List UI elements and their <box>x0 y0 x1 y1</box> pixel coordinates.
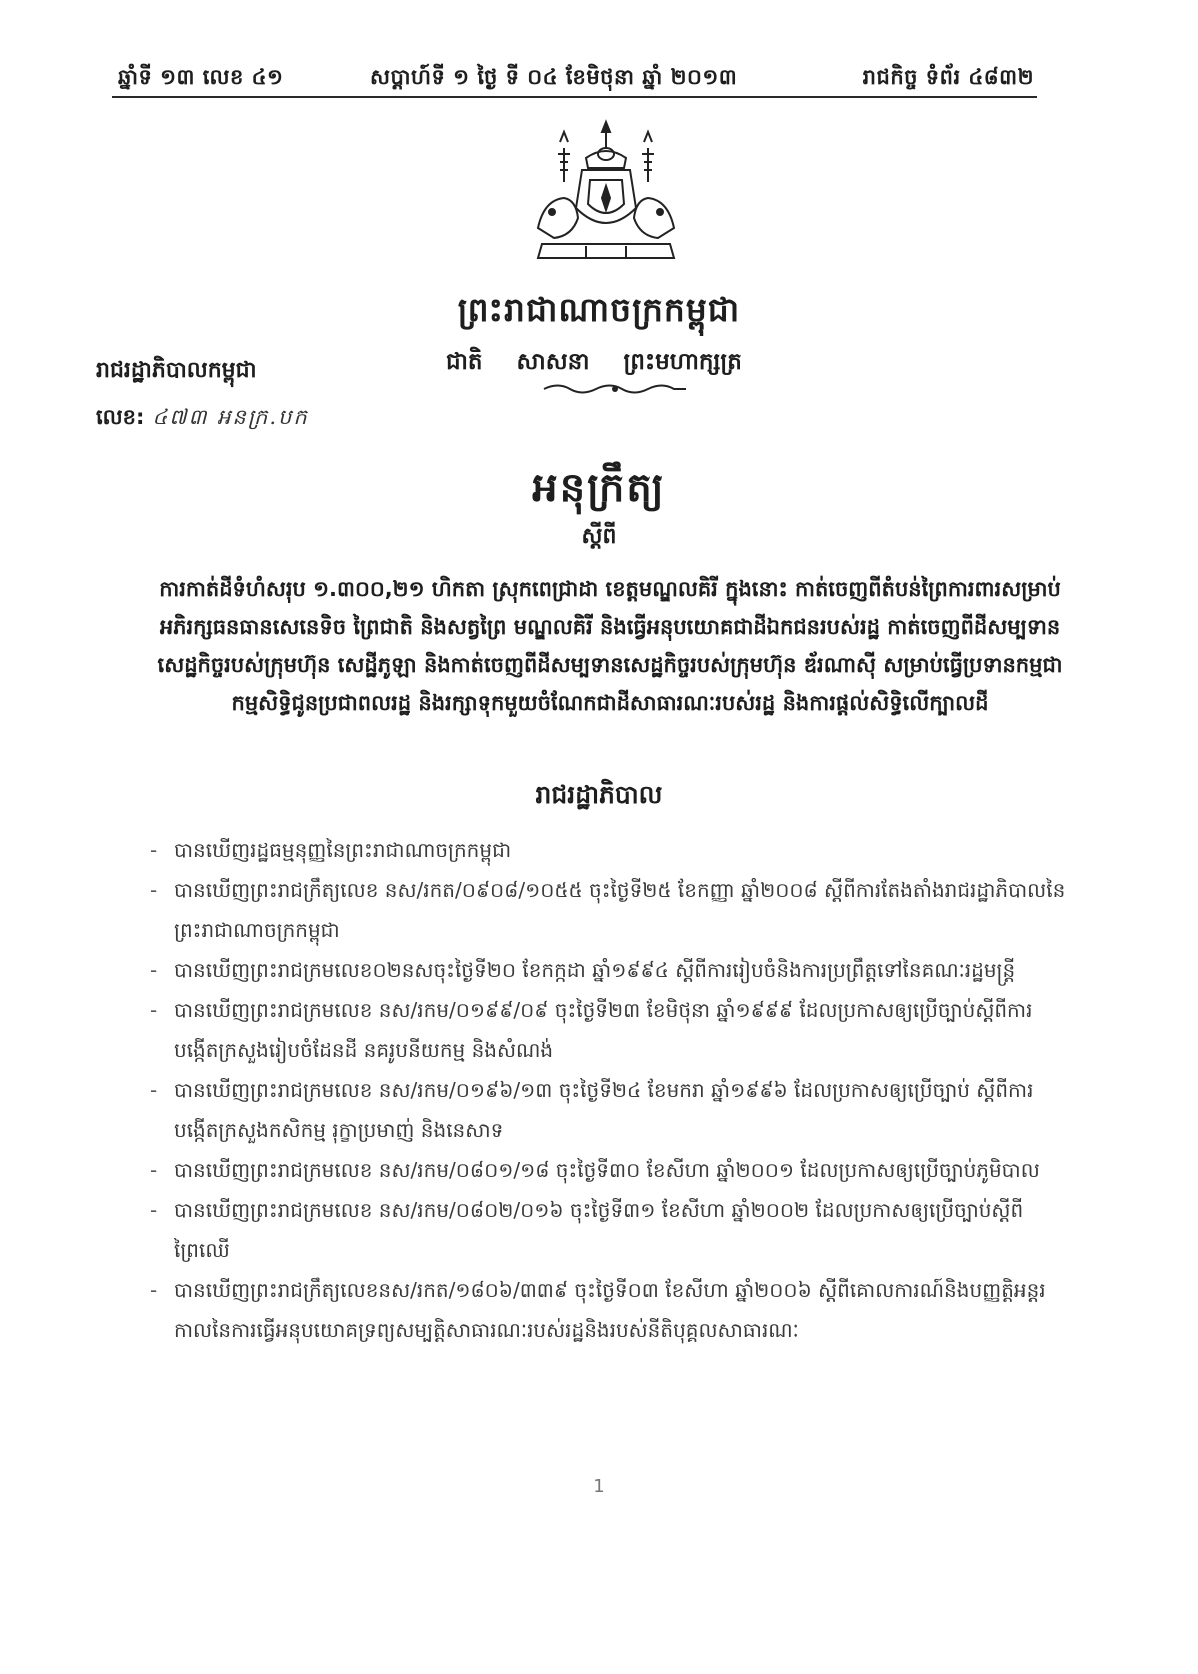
gazette-date: សប្តាហ៍ទី ១ ថ្ងៃ ទី ០៤ ខែមិថុនា ឆ្នាំ ២០១៣ <box>370 65 738 89</box>
document-title: អនុក្រឹត្យ <box>532 465 666 511</box>
motto-religion: សាសនា <box>516 349 590 375</box>
list-item: - បានឃើញព្រះរាជក្រមលេខ នស/រកម/០១៩៦/១៣ ចុះថ្ងៃទី២៤ ខែមករា ឆ្នាំ១៩៩៦ ដែលប្រកាសឲ្យប្រើច្បាប់ ស្តីពីការបង្កើតក្រសួងកសិកម្ម រុក្ខាប្រមាញ់ និងនេសាទ <box>150 1070 1070 1150</box>
header-rule <box>112 96 1037 98</box>
reference-number <box>96 404 309 435</box>
royal-coat-of-arms-icon <box>524 118 688 268</box>
motto-king: ព្រះមហាក្សត្រ <box>623 349 742 375</box>
list-item: - បានឃើញព្រះរាជក្រមលេខ០២នសចុះថ្ងៃទី២០ ខែកក្កដា ឆ្នាំ១៩៩៤ ស្តីពីការរៀបចំនិងការប្រព្រឹត្តទៅនៃគណៈរដ្ឋមន្ត្រី <box>150 950 1070 990</box>
considerations-list <box>150 830 1070 1350</box>
ornament-divider-icon <box>540 382 690 396</box>
kingdom-name: ព្រះរាជាណាចក្រកម្ពុជា <box>457 290 741 329</box>
list-item: - បានឃើញព្រះរាជក្រឹត្យលេខ នស/រកត/០៩០៨/១០៥៥ ចុះថ្ងៃទី២៥ ខែកញ្ញា ឆ្នាំ២០០៨ ស្តីពីការតែងតាំងរាជរដ្ឋាភិបាលនៃព្រះរាជាណាចក្រកម្ពុជា <box>150 870 1070 950</box>
list-item: - បានឃើញព្រះរាជក្រឹត្យលេខនស/រកត/១៨០៦/៣៣៩ ចុះថ្ងៃទី០៣ ខែសីហា ឆ្នាំ២០០៦ ស្តីពីគោលការណ៍និងបញ្ញត្តិអន្តរកាលនៃការធ្វើអនុបយោគទ្រព្យសម្បត្តិសាធារណៈរបស់រដ្ឋនិងរបស់នីតិបុគ្គលសាធារណៈ <box>150 1270 1070 1350</box>
document-subject: ការកាត់ដីទំហំសរុប ១.៣០០,២១ ហិកតា ស្រុកពេជ្រាដា ខេត្តមណ្ឌលគិរី ក្នុងនោះ កាត់ចេញពីតំបន់ព្រៃការពារសម្រាប់អភិរក្សធនធានសេនេទិច ព្រៃជាតិ និងសត្វព្រៃ មណ្ឌលគិរី និងធ្វើអនុបយោគជាដីឯកជនរបស់រដ្ឋ កាត់ចេញពីដីសម្បទានសេដ្ឋកិច្ចរបស់ក្រុមហ៊ុន សេដ្ឋីភូឡា និងកាត់ចេញពីដីសម្បទានសេដ្ឋកិច្ចរបស់ក្រុមហ៊ុន ឌ័រណាស៊ី សម្រាប់ធ្វើប្រទានកម្មជាកម្មសិទ្ធិជូនប្រជាពលរដ្ឋ និងរក្សាទុកមួយចំណែកជាដីសាធារណៈរបស់រដ្ឋ និងការផ្តល់សិទ្ធិលើក្បាលដី <box>157 577 1063 715</box>
motto-nation: ជាតិ <box>446 349 483 375</box>
national-motto <box>446 348 806 381</box>
document-subtitle: ស្តីពី <box>581 524 617 549</box>
gazette-issue: ឆ្នាំទី ១៣ លេខ ៤១ <box>118 65 284 89</box>
list-item: - បានឃើញព្រះរាជក្រមលេខ នស/រកម/០៨០១/១៨ ចុះថ្ងៃទី៣០ ខែសីហា ឆ្នាំ២០០១ ដែលប្រកាសឲ្យប្រើច្បាប់ភូមិបាល <box>150 1150 1070 1190</box>
reference-prefix: លេខ: <box>96 405 145 429</box>
reference-handwritten: ៤៧៣ ​អនក្រ.​បក <box>152 405 309 429</box>
section-heading: រាជរដ្ឋាភិបាល <box>535 780 663 809</box>
list-item: - បានឃើញព្រះរាជក្រមលេខ នស/រកម/០១៩៩/០៩ ចុះថ្ងៃទី២៣ ខែមិថុនា ឆ្នាំ១៩៩៩ ដែលប្រកាសឲ្យប្រើច្បាប់ស្តីពីការបង្កើតក្រសួងរៀបចំដែនដី នគរូបនីយកម្ម និងសំណង់ <box>150 990 1070 1070</box>
list-item: - បានឃើញរដ្ឋធម្មនុញ្ញនៃព្រះរាជាណាចក្រកម្ពុជា <box>150 830 1070 870</box>
list-item: - បានឃើញព្រះរាជក្រមលេខ នស/រកម/០៨០២/០១៦ ចុះថ្ងៃទី៣១ ខែសីហា ឆ្នាំ២០០២ ដែលប្រកាសឲ្យប្រើច្បាប់ស្តីពីព្រៃឈើ <box>150 1190 1070 1270</box>
issuer-name: រាជរដ្ឋាភិបាលកម្ពុជា <box>96 358 257 383</box>
gazette-page: រាជកិច្ច ទំព័រ ៤៨៣២ <box>862 65 1034 89</box>
page-number: 1 <box>593 1476 605 1497</box>
